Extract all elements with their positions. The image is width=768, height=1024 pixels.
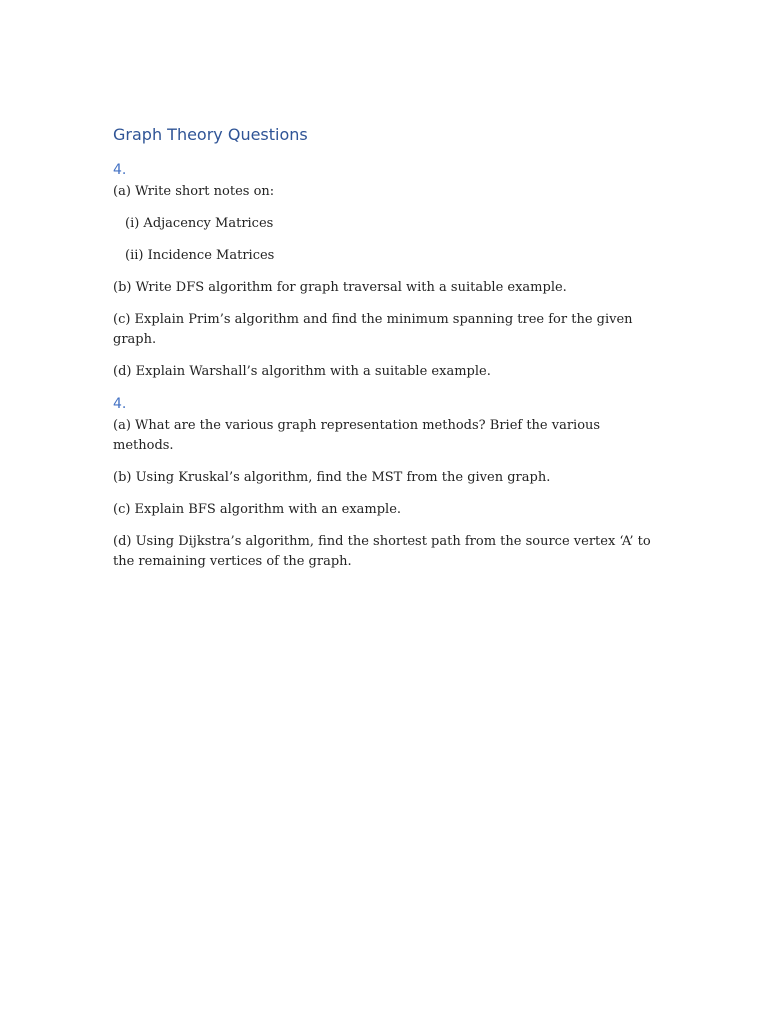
question-b: (b) Using Kruskal’s algorithm, find the MST from the given graph. <box>113 470 551 485</box>
question-a: (a) What are the various graph representation methods? Brief the various methods. <box>113 418 601 453</box>
document-title: Graph Theory Questions <box>113 125 308 144</box>
section-number: 4. <box>113 162 127 178</box>
question-c: (c) Explain BFS algorithm with an example. <box>113 502 402 517</box>
section-number: 4. <box>113 396 127 412</box>
question-c: (c) Explain Prim’s algorithm and find the minimum spanning tree for the given graph. <box>113 312 633 347</box>
question-a-ii: (ii) Incidence Matrices <box>125 248 275 263</box>
question-d: (d) Using Dijkstra’s algorithm, find the shortest path from the source vertex ‘A’ to the remaining vertices of the graph. <box>113 534 651 569</box>
question-b: (b) Write DFS algorithm for graph traversal with a suitable example. <box>113 280 567 295</box>
question-a: (a) Write short notes on: <box>113 184 275 199</box>
question-section-2 <box>113 394 653 572</box>
question-a-i: (i) Adjacency Matrices <box>125 216 274 231</box>
document-body <box>113 124 653 584</box>
question-section-1 <box>113 160 653 382</box>
question-d: (d) Explain Warshall’s algorithm with a suitable example. <box>113 364 491 379</box>
